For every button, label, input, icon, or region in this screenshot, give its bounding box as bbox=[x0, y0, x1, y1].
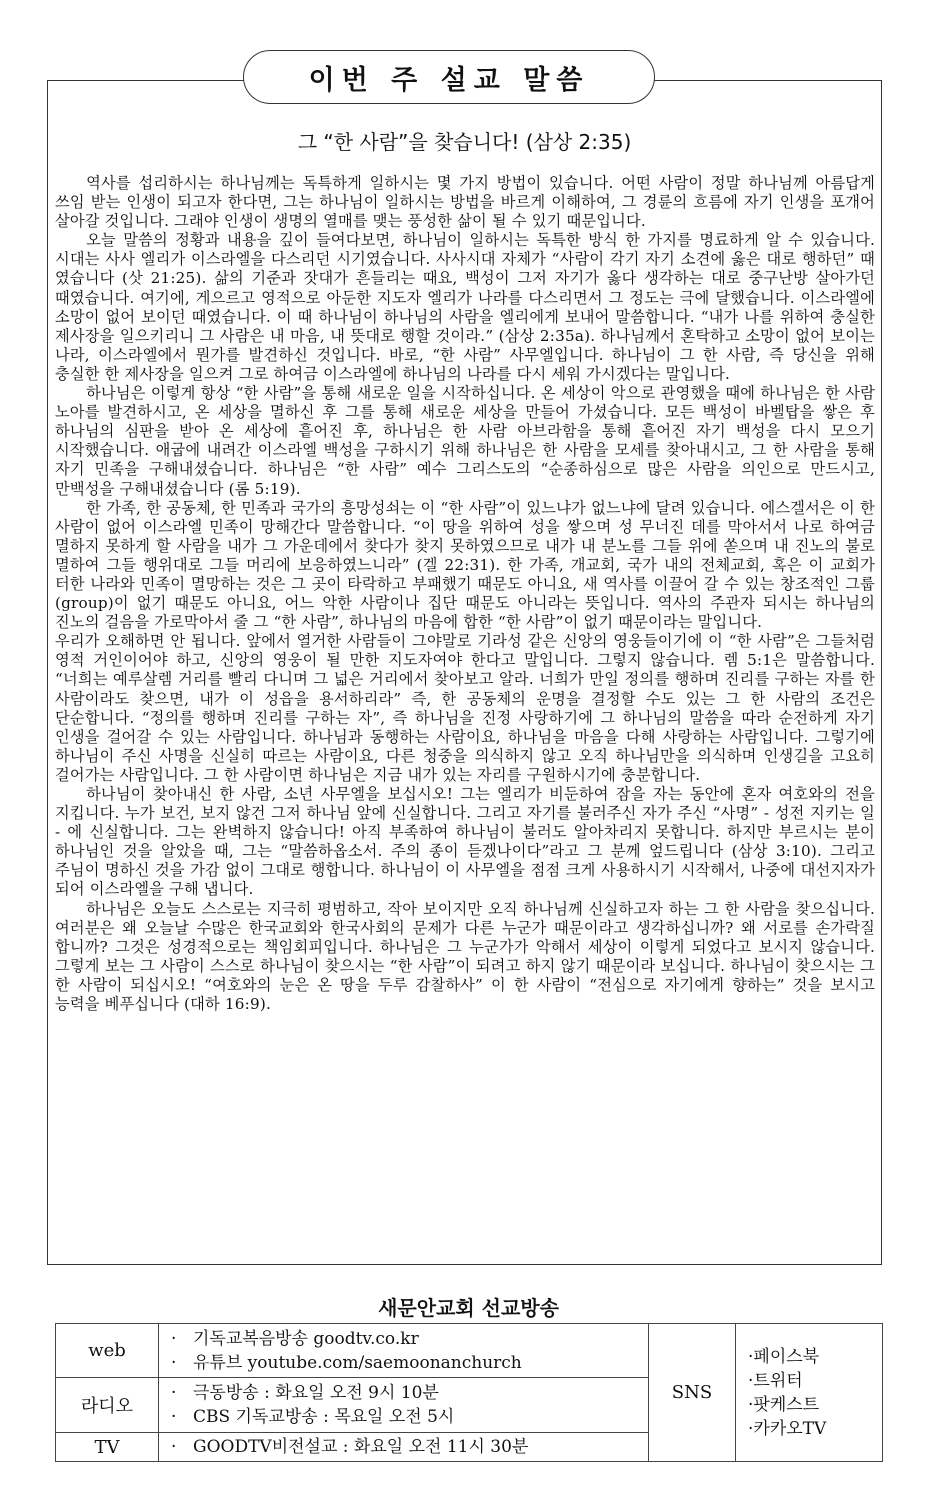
broadcast-item: 극동방송 : 화요일 오전 9시 10분 bbox=[193, 1383, 439, 1403]
sns-item-twitter: 트위터 bbox=[753, 1370, 803, 1391]
sermon-paragraph: 우리가 오해하면 안 됩니다. 앞에서 열거한 사람들이 그야말로 기라성 같은 신앙의 영웅들이기에 이 “한 사람”은 그들처럼 영적 거인이어야 하고, 신앙의 영웅이 될 만한 지도자여야 한다고 말입니다. 그렇지 않습니다. 렘 5:1은 말씀합니다. “너희는 예루살렘 거리를 빨리 다니며 그 넓은 거리에서 찾아보고 알라. 너희가 만일 정의를 행하며 진리를 구하는 자를 한 사람이라도 찾으면, 내가 이 성읍을 용서하리라” 즉, 한 공동체의 운명을 결정할 수도 있는 그 한 사람의 조건은 단순합니다. “정의를 행하며 진리를 구하는 자”, 즉 하나님을 진정 사랑하기에 그 하나님의 말씀을 따라 순전하게 자기 인생을 걸어갈 수 있는 사람입니다. 하나님과 동행하는 사람이요, 하나님을 마음을 다해 사랑하는 사람입니다. 그렇기에 하나님이 주신 사명을 신실히 따르는 사람이요, 다른 청중을 의식하지 않고 오직 하나님만을 의식하며 인생길을 고요히 걸어가는 사람입니다. 그 한 사람이면 하나님은 지금 내가 있는 자리를 구원하시기에 충분합니다. bbox=[55, 632, 875, 784]
broadcast-item: 기독교복음방송 goodtv.co.kr bbox=[193, 1328, 419, 1349]
broadcast-item: CBS 기독교방송 : 목요일 오전 5시 bbox=[193, 1407, 455, 1427]
sermon-paragraph: 역사를 섭리하시는 하나님께는 독특하게 일하시는 몇 가지 방법이 있습니다. 어떤 사람이 정말 하나님께 아름답게 쓰임 받는 인생이 되고자 한다면, 그는 하나님이 일하시는 방법을 바르게 이해하여, 그 경륜의 흐름에 자기 인생을 포개어 살아갈 것입니다. 그래야 인생이 생명의 열매를 맺는 풍성한 삶이 될 수 있기 때문입니다. bbox=[55, 174, 875, 231]
bullet: · bbox=[171, 1328, 177, 1349]
bullet: · bbox=[171, 1437, 177, 1457]
broadcast-row-web bbox=[56, 1324, 883, 1378]
bullet: · bbox=[748, 1394, 754, 1415]
sermon-body bbox=[55, 174, 875, 1014]
broadcast-label-tv: TV bbox=[56, 1433, 159, 1462]
broadcast-items-tv bbox=[159, 1433, 649, 1462]
bullet: · bbox=[171, 1407, 177, 1427]
sermon-paragraph: 오늘 말씀의 정황과 내용을 깊이 들여다보면, 하나님이 일하시는 독특한 방식 한 가지를 명료하게 알 수 있습니다. 시대는 사사 엘리가 이스라엘을 다스리던 시기였습니다. 사사시대 자체가 “사람이 각기 자기 소견에 옳은 대로 행하던” 때 였습니다 (삿 21:25). 삶의 기준과 잣대가 흔들리는 때요, 백성이 그저 자기가 옳다 생각하는 대로 중구난방 살아가던 때였습니다. 여기에, 게으르고 영적으로 아둔한 지도자 엘리가 나라를 다스리면서 그 정도는 극에 달했습니다. 이스라엘에 소망이 없어 보이던 때였습니다. 이 때 하나님이 하나님의 사람을 엘리에게 보내어 말씀합니다. “내가 나를 위하여 충실한 제사장을 일으키리니 그 사람은 내 마음, 내 뜻대로 행할 것이라.” (삼상 2:35a). 하나님께서 혼탁하고 소망이 없어 보이는 나라, 이스라엘에서 뭔가를 발견하신 것입니다. 바로, “한 사람” 사무엘입니다. 하나님이 그 한 사람, 즉 당신을 위해 충실한 한 제사장을 일으켜 그로 하여금 이스라엘에 하나님의 나라를 다시 세워 가시겠다는 말입니다. bbox=[55, 231, 875, 383]
sermon-paragraph: 하나님이 찾아내신 한 사람, 소년 사무엘을 보십시오! 그는 엘리가 비둔하여 잠을 자는 동안에 혼자 여호와의 전을 지킵니다. 누가 보건, 보지 않건 그저 하나님 앞에 신실합니다. 그리고 자기를 불러주신 자가 주신 “사명” - 성전 지키는 일 - 에 신실합니다. 그는 완벽하지 않습니다! 아직 부족하여 하나님이 불러도 알아차리지 못합니다. 하지만 부르시는 분이 하나님인 것을 알았을 때, 그는 “말씀하옵소서. 주의 종이 듣겠나이다”라고 그 분께 엎드립니다 (삼상 3:10). 그리고 주님이 명하신 것을 가감 없이 그대로 행합니다. 하나님이 이 사무엘을 점점 크게 사용하시기 시작해서, 나중에 대선지자가 되어 이스라엘을 구해 냅니다. bbox=[55, 785, 875, 899]
broadcast-items-web bbox=[159, 1324, 649, 1378]
broadcast-item: GOODTV비전설교 : 화요일 오전 11시 30분 bbox=[193, 1437, 529, 1457]
broadcast-table bbox=[55, 1323, 883, 1462]
bullet: · bbox=[171, 1352, 177, 1373]
sns-item-podcast: 팟케스트 bbox=[753, 1394, 820, 1415]
sns-list bbox=[736, 1324, 883, 1462]
sermon-title: 그 “한 사람”을 찾습니다! (삼상 2:35) bbox=[297, 130, 632, 154]
sns-item-facebook: 페이스북 bbox=[753, 1346, 820, 1367]
sermon-paragraph: 하나님은 이렇게 항상 “한 사람”을 통해 새로운 일을 시작하십니다. 온 세상이 악으로 관영했을 때에 하나님은 한 사람 노아를 발견하시고, 온 세상을 멸하신 후 그를 통해 새로운 세상을 만들어 가셨습니다. 모든 백성이 바벨탑을 쌓은 후 하나님의 심판을 받아 온 세상에 흩어진 후, 하나님은 한 사람 아브라함을 통해 흩어진 자기 백성을 다시 모으기 시작했습니다. 애굽에 내려간 이스라엘 백성을 구하시기 위해 하나님은 한 사람을 모세를 찾아내시고, 그 한 사람을 통해 자기 민족을 구해내셨습니다. 하나님은 “한 사람” 예수 그리스도의 “순종하심으로 많은 사람을 의인으로 만드시고, 만백성을 구해내셨습니다 (롬 5:19). bbox=[55, 384, 875, 498]
sermon-paragraph: 하나님은 오늘도 스스로는 지극히 평범하고, 작아 보이지만 오직 하나님께 신실하고자 하는 그 한 사람을 찾으십니다. 여러분은 왜 오늘날 수많은 한국교회와 한국사회의 문제가 다른 누군가 때문이라고 생각하십니까? 왜 서로를 손가락질 합니까? 그것은 성경적으로는 책임회피입니다. 하나님은 그 누군가가 악해서 세상이 이렇게 되었다고 보시지 않습니다. 그렇게 보는 그 사람이 스스로 하나님이 찾으시는 “한 사람”이 되려고 하지 않기 때문이라 보십니다. 하나님이 찾으시는 그 한 사람이 되십시오! “여호와의 눈은 온 땅을 두루 감찰하사” 이 한 사람이 “전심으로 자기에게 향하는” 것을 보시고 능력을 베푸십니다 (대하 16:9). bbox=[55, 899, 875, 1014]
section-header-title: 이번 주 설교 말씀 bbox=[308, 64, 590, 96]
broadcast-item: 유튜브 youtube.com/saemoonanchurch bbox=[193, 1352, 522, 1373]
bullet: · bbox=[171, 1383, 177, 1403]
bullet: · bbox=[748, 1418, 754, 1439]
bullet: · bbox=[748, 1346, 754, 1367]
broadcast-label-web: web bbox=[56, 1324, 159, 1378]
bullet: · bbox=[748, 1370, 754, 1391]
section-header-tab bbox=[243, 50, 655, 104]
broadcast-items-radio bbox=[159, 1378, 649, 1433]
sns-item-kakaotv: 카카오TV bbox=[753, 1418, 827, 1439]
sermon-paragraph: 한 가족, 한 공동체, 한 민족과 국가의 흥망성쇠는 이 “한 사람”이 있느냐가 없느냐에 달려 있습니다. 에스겔서은 이 한 사람이 없어 이스라엘 민족이 망해간다 말씀합니다. “이 땅을 위하여 성을 쌓으며 성 무너진 데를 막아서서 나로 하여금 멸하지 못하게 할 사람을 내가 그 가운데에서 찾다가 찾지 못하였으므로 내가 내 분노를 그들 위에 쏟으며 내 진노의 불로 멸하여 그들 행위대로 그들 머리에 보응하였느니라” (겔 22:31). 한 가족, 개교회, 국가 내의 전체교회, 혹은 이 교회가 터한 나라와 민족이 멸망하는 것은 그 곳이 타락하고 부패했기 때문도 아니요, 새 역사를 이끌어 갈 수 있는 창조적인 그룹(group)이 없기 때문도 아니요, 어느 악한 사람이나 집단 때문도 아니라는 뜻입니다. 역사의 주관자 되시는 하나님의 진노의 걸음을 가로막아서 줄 그 “한 사람”, 하나님의 마음에 합한 “한 사람”이 없기 때문이라는 말입니다. bbox=[55, 498, 875, 632]
sns-label: SNS bbox=[649, 1324, 736, 1462]
broadcast-label-radio: 라디오 bbox=[56, 1378, 159, 1433]
broadcast-title: 새문안교회 선교방송 bbox=[378, 1296, 559, 1320]
